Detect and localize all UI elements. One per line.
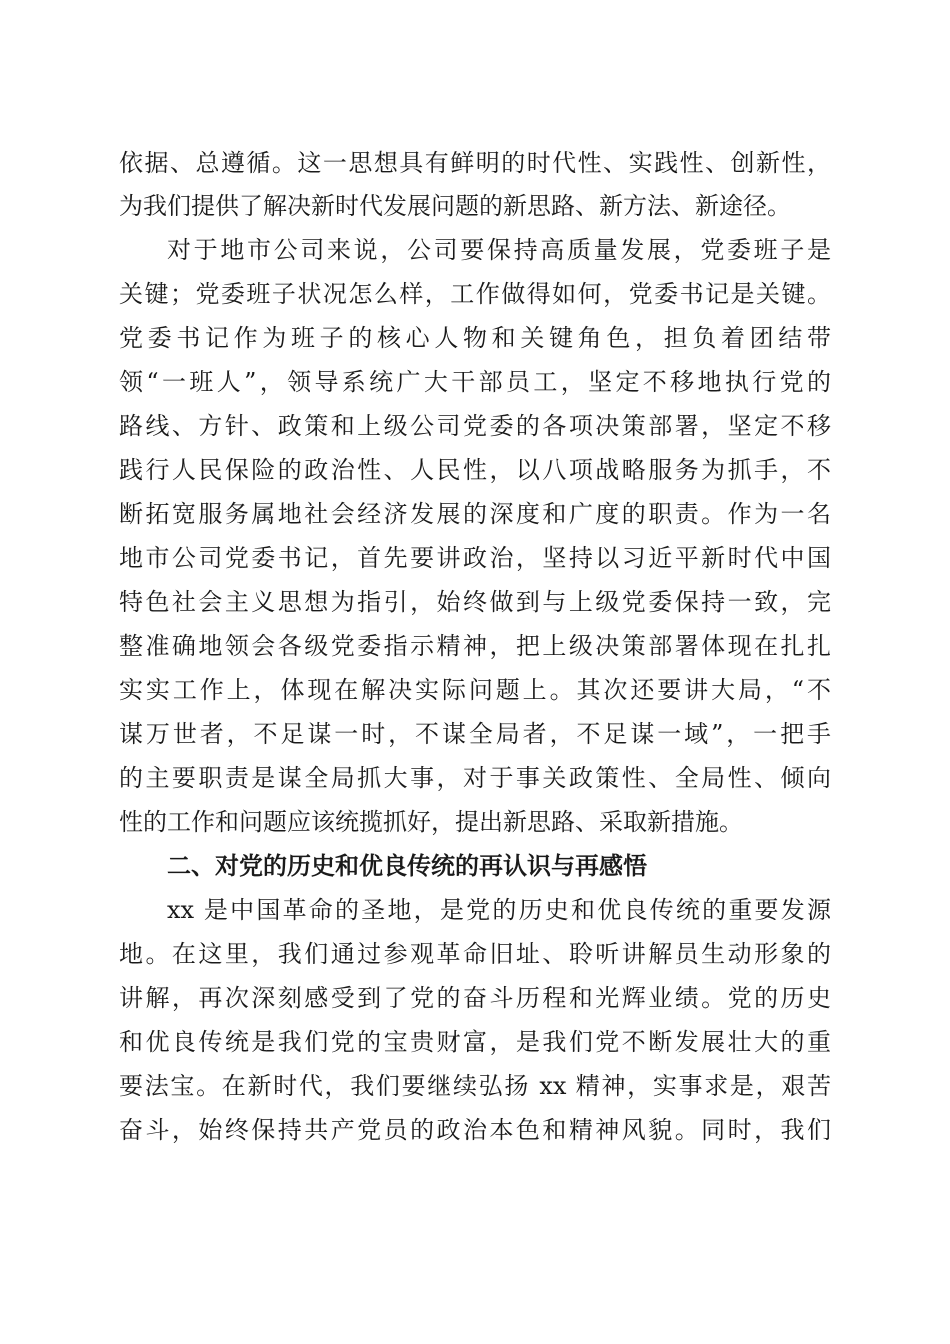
paragraph-2-line-10: 整准确地领会各级党委指示精神，把上级决策部署体现在扎扎 (119, 632, 831, 660)
paragraph-2-line-4: 领“一班人”，领导系统广大干部员工，坚定不移地执行党的 (119, 368, 831, 396)
paragraph-2-line-2: 关键；党委班子状况怎么样，工作做得如何，党委书记是关键。 (119, 280, 831, 308)
paragraph-3-line-6: 奋斗，始终保持共产党员的政治本色和精神风貌。同时，我们 (119, 1116, 831, 1144)
paragraph-3-line-5: 要法宝。在新时代，我们要继续弘扬 xx 精神，实事求是，艰苦 (119, 1072, 831, 1100)
paragraph-1-line-2: 为我们提供了解决新时代发展问题的新思路、新方法、新途径。 (119, 192, 791, 220)
paragraph-2-line-5: 路线、方针、政策和上级公司党委的各项决策部署，坚定不移 (119, 412, 831, 440)
section-heading-2: 二、对党的历史和优良传统的再认识与再感悟 (167, 852, 647, 880)
paragraph-3-line-2: 地。在这里，我们通过参观革命旧址、聆听讲解员生动形象的 (119, 940, 831, 968)
paragraph-2-line-8: 地市公司党委书记，首先要讲政治，坚持以习近平新时代中国 (119, 544, 831, 572)
paragraph-2-line-9: 特色社会主义思想为指引，始终做到与上级党委保持一致，完 (119, 588, 831, 616)
paragraph-1-line-1: 依据、总遵循。这一思想具有鲜明的时代性、实践性、创新性， (119, 149, 831, 177)
paragraph-3-line-3: 讲解，再次深刻感受到了党的奋斗历程和光辉业绩。党的历史 (119, 984, 831, 1012)
paragraph-3-line-4: 和优良传统是我们党的宝贵财富，是我们党不断发展壮大的重 (119, 1028, 831, 1056)
paragraph-2-line-14: 性的工作和问题应该统揽抓好，提出新思路、采取新措施。 (119, 808, 743, 836)
paragraph-2-line-7: 断拓宽服务属地社会经济发展的深度和广度的职责。作为一名 (119, 500, 831, 528)
paragraph-2-line-6: 践行人民保险的政治性、人民性，以八项战略服务为抓手，不 (119, 456, 831, 484)
paragraph-3-line-1: xx 是中国革命的圣地，是党的历史和优良传统的重要发源 (167, 896, 831, 924)
paragraph-2-line-13: 的主要职责是谋全局抓大事，对于事关政策性、全局性、倾向 (119, 764, 831, 792)
paragraph-2-line-12: 谋万世者，不足谋一时，不谋全局者，不足谋一域”，一把手 (119, 720, 831, 748)
paragraph-2-line-1: 对于地市公司来说，公司要保持高质量发展，党委班子是 (167, 236, 831, 264)
paragraph-2-line-3: 党委书记作为班子的核心人物和关键角色，担负着团结带 (119, 324, 831, 352)
paragraph-2-line-11: 实实工作上，体现在解决实际问题上。其次还要讲大局，“不 (119, 676, 831, 704)
